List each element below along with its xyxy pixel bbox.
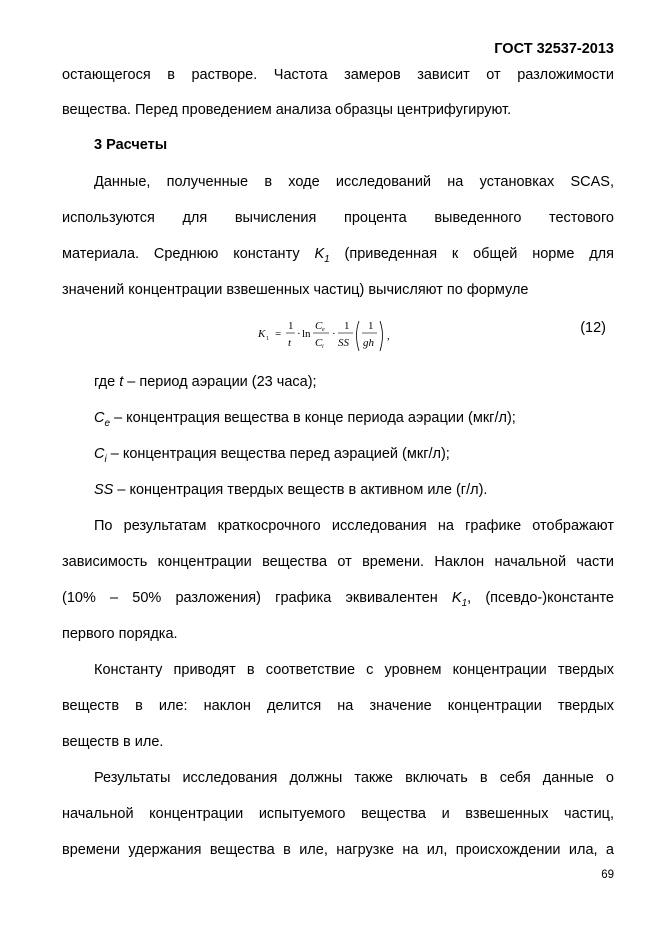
text-line: зависимость концентрации вещества от времени. Наклон начальной части — [62, 554, 614, 570]
formula-ce-sub: e — [322, 327, 325, 333]
section-heading: 3 Расчеты — [94, 137, 168, 153]
var-c: C — [94, 446, 105, 462]
formula-comma: , — [387, 330, 390, 342]
formula-eq: = — [275, 328, 282, 340]
text-line: вещества. Перед проведением анализа образцы центрифугируют. — [62, 102, 512, 118]
text-line: остающегося в растворе. Частота замеров зависит от разложимости — [62, 67, 614, 83]
text-line: Результаты исследования должны также включать в себя данные о — [94, 770, 614, 786]
formula-one: 1 — [344, 320, 350, 332]
formula-k: K — [258, 328, 266, 340]
text-line: Константу приводят в соответствие с уровнем концентрации твердых — [94, 662, 614, 678]
page-number: 69 — [601, 869, 614, 881]
text-line — [62, 245, 614, 269]
text-line: начальной концентрации испытуемого вещества и взвешенных частиц, — [62, 806, 614, 822]
text-run: (10% – 50% разложения) графика эквивалентен — [62, 590, 452, 606]
text-run: – концентрация твердых веществ в активном иле (г/л). — [113, 482, 488, 498]
text-run: (приведенная к общей норме для — [329, 246, 614, 262]
where-line — [94, 409, 614, 433]
text-run: – концентрация вещества в конце периода аэрации (мкг/л); — [110, 410, 516, 426]
document-code: ГОСТ 32537-2013 — [494, 41, 614, 57]
var-k: K — [451, 590, 462, 606]
formula-12 — [255, 317, 415, 357]
formula-ss: SS — [338, 337, 349, 349]
var-c: C — [94, 410, 105, 426]
text-line: По результатам краткосрочного исследования на графике отображают — [94, 518, 614, 534]
formula-number: (12) — [580, 320, 606, 336]
text-line: Данные, полученные в ходе исследований на установках SCAS, — [94, 174, 614, 190]
formula-svg — [255, 317, 415, 357]
formula-one: 1 — [288, 320, 294, 332]
formula-dot: · — [332, 328, 336, 340]
left-paren — [357, 321, 360, 351]
var-ss: SS — [94, 482, 114, 498]
text-line: времени удержания вещества в иле, нагрузке на ил, происхождении ила, а — [62, 842, 614, 858]
text-run: где — [94, 374, 120, 390]
var-t: t — [119, 374, 124, 390]
text-run: материала. Среднюю константу — [62, 246, 315, 262]
text-line: веществ в иле. — [62, 734, 164, 750]
text-line: используются для вычисления процента выведенного тестового — [62, 210, 614, 226]
formula-dot: · — [297, 328, 301, 340]
formula-gh: gh — [363, 337, 374, 349]
var-sub: 1 — [324, 253, 330, 265]
formula-ln: ln — [302, 328, 311, 340]
right-paren — [380, 321, 383, 351]
where-line — [94, 445, 614, 469]
var-sub: 1 — [461, 597, 468, 609]
where-line — [94, 373, 614, 391]
var-k: K — [314, 246, 325, 262]
text-run: – концентрация вещества перед аэрацией (мкг/л); — [106, 446, 450, 462]
formula-k-sub: 1 — [266, 336, 269, 342]
formula-one: 1 — [368, 320, 374, 332]
text-run: – период аэрации (23 часа); — [123, 374, 317, 390]
var-sub: i — [104, 453, 107, 465]
formula-t: t — [288, 337, 292, 349]
formula-ci-sub: i — [322, 344, 324, 350]
text-line: веществ в иле: наклон делится на значение концентрации твердых — [62, 698, 614, 714]
where-line — [94, 481, 614, 499]
text-run: , (псевдо-)константе — [467, 590, 614, 606]
text-line: значений концентрации взвешенных частиц) вычисляют по формуле — [62, 282, 529, 298]
text-line: первого порядка. — [62, 626, 178, 642]
text-line — [62, 589, 614, 613]
formula-ce: C — [315, 320, 323, 332]
var-sub: e — [104, 417, 111, 429]
formula-ci: C — [315, 337, 323, 349]
